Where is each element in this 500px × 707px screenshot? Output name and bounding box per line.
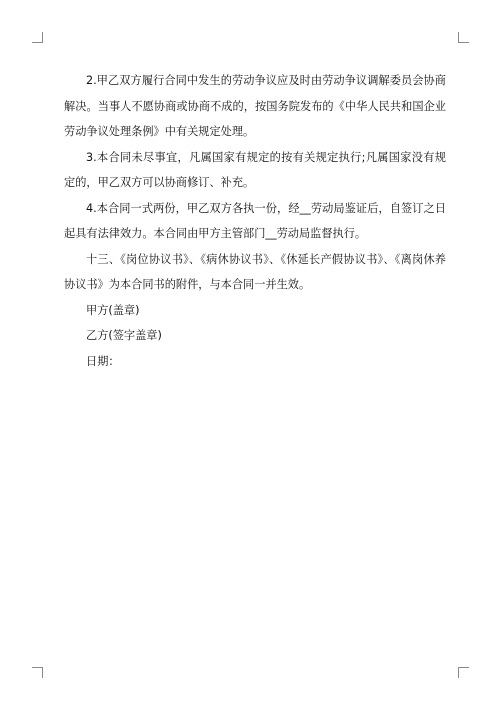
paragraph-copies-validity: 4.本合同一式两份，甲乙双方各执一份，经__劳动局鉴证后，自签订之日起具有法律效力。本合同由甲方主管部门__劳动局监督执行。 (64, 201, 446, 240)
party-b-signature-line: 乙方(签字盖章) (86, 329, 162, 342)
paragraph-unresolved-matters: 3.本合同未尽事宜，凡属国家有规定的按有关规定执行;凡属国家没有规定的，甲乙双方可以协商修订、补充。 (64, 150, 446, 189)
page-corner-mark-top-left (32, 32, 43, 43)
paragraph-attachments: 十三、《岗位协议书》、《病休协议书》、《休延长产假协议书》、《离岗休养协议书》为本合同书的附件，与本合同一并生效。 (64, 252, 446, 291)
date-line: 日期： (86, 354, 120, 368)
page-corner-mark-bottom-right (458, 667, 469, 678)
document-body (64, 68, 446, 374)
paragraph-dispute-resolution: 2.甲乙双方履行合同中发生的劳动争议应及时由劳动争议调解委员会协商解决。当事人不愿协商或协商不成的，按国务院发布的《中华人民共和国企业劳动争议处理条例》中有关规定处理。 (64, 74, 446, 138)
page-corner-mark-top-right (458, 32, 469, 43)
page-corner-mark-bottom-left (32, 667, 43, 678)
party-a-signature-line: 甲方(盖章) (86, 303, 140, 317)
